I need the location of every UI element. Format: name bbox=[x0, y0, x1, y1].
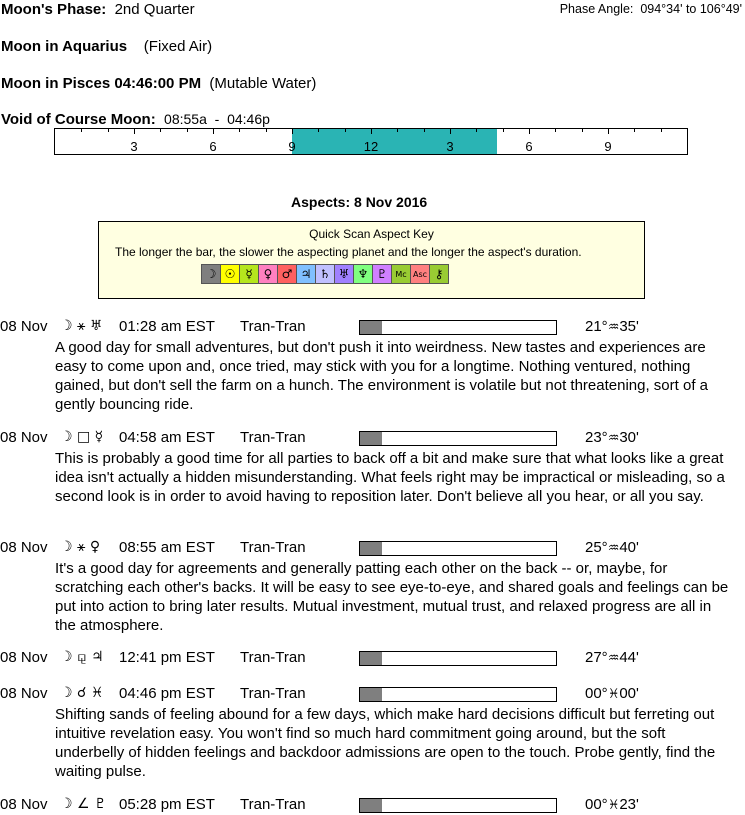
moon-phase-value: 2nd Quarter bbox=[114, 1, 195, 18]
aspect-position bbox=[585, 429, 639, 446]
aspect-position-minutes: 23' bbox=[619, 796, 639, 813]
aspect-type: Tran-Tran bbox=[240, 685, 306, 702]
aspect-glyphs: ☽ ⚹ ♅ bbox=[60, 318, 103, 334]
timeline-tick bbox=[371, 129, 372, 134]
aspect-position-degree: 00° bbox=[585, 685, 608, 702]
aspect-type: Tran-Tran bbox=[240, 649, 306, 666]
timeline-tick bbox=[397, 129, 398, 132]
timeline-tick bbox=[424, 129, 425, 132]
aspect-duration-fill bbox=[360, 652, 382, 665]
aspect-position bbox=[585, 649, 639, 666]
aspect-position-degree: 23° bbox=[585, 429, 608, 446]
timeline-tick bbox=[608, 129, 609, 134]
moon-swatch: ☽ bbox=[201, 264, 221, 284]
aspect-position bbox=[585, 539, 639, 556]
aspect-date: 08 Nov bbox=[0, 796, 48, 813]
aspect-position-minutes: 44' bbox=[619, 649, 639, 666]
planet-swatch-row bbox=[201, 264, 448, 284]
timeline-tick bbox=[529, 129, 530, 134]
aspect-row bbox=[0, 318, 745, 337]
timeline-tick bbox=[160, 129, 161, 132]
timeline-tick bbox=[187, 129, 188, 132]
timeline-tick bbox=[345, 129, 346, 132]
aspect-duration-bar bbox=[359, 798, 557, 813]
aspect-date: 08 Nov bbox=[0, 539, 48, 556]
moon-sign-row-1 bbox=[1, 38, 212, 55]
aspect-row bbox=[0, 539, 745, 558]
aspect-position-degree: 27° bbox=[585, 649, 608, 666]
aspect-duration-fill bbox=[360, 799, 382, 812]
timeline-tick bbox=[318, 129, 319, 132]
phase-angle bbox=[560, 2, 742, 16]
aspect-position-minutes: 00' bbox=[619, 685, 639, 702]
aspect-glyphs: ☽ ⚼ ♃ bbox=[60, 649, 104, 665]
ascendant-swatch: Asc bbox=[410, 264, 430, 284]
aspect-glyphs: ☽ ⚹ ♀ bbox=[60, 539, 101, 555]
aspect-date: 08 Nov bbox=[0, 429, 48, 446]
aspect-glyphs: ☽ ☌ ♓ bbox=[60, 685, 104, 701]
midheaven-swatch: Mc bbox=[391, 264, 411, 284]
aspect-type: Tran-Tran bbox=[240, 796, 306, 813]
aspect-duration-bar bbox=[359, 541, 557, 556]
timeline-tick-label: 9 bbox=[288, 139, 296, 154]
timeline-tick bbox=[239, 129, 240, 132]
aspect-key-title: Quick Scan Aspect Key bbox=[309, 227, 434, 241]
void-of-course-times: 08:55a - 04:46p bbox=[164, 111, 270, 127]
aspect-date: 08 Nov bbox=[0, 685, 48, 702]
moon-phase-row bbox=[1, 1, 195, 18]
aspect-description: A good day for small adventures, but don't push it into weirdness. New tastes and experiences are easy to come upon and, once tried, may stick with you for a longtime. Nothing ventured, nothing gained, but don't sell the farm on a hunch. The environment is volatile but not threatening, sort of a gently bouncing ride. bbox=[55, 339, 708, 413]
void-timeline-bar bbox=[54, 128, 688, 155]
aspect-description: It's a good day for agreements and generally patting each other on the back -- or, maybe, for scratching each other's backs. It will be easy to see eye-to-eye, and shared goals and feelings can be put into action to bring later results. Mutual investment, mutual trust, and relaxed progress are all in the atmosphere. bbox=[55, 560, 729, 634]
jupiter-swatch: ♃ bbox=[296, 264, 316, 284]
aspect-duration-fill bbox=[360, 688, 382, 701]
aspect-duration-bar bbox=[359, 651, 557, 666]
aspect-position-degree: 00° bbox=[585, 796, 608, 813]
timeline-tick bbox=[476, 129, 477, 132]
aspect-row bbox=[0, 649, 745, 668]
pluto-swatch: ♇ bbox=[372, 264, 392, 284]
aspect-position bbox=[585, 318, 639, 335]
moon-sign-row-2 bbox=[1, 75, 316, 92]
void-period-fill bbox=[292, 129, 497, 154]
timeline-tick bbox=[661, 129, 662, 132]
timeline-tick-label: 6 bbox=[525, 139, 533, 154]
aspect-glyphs: ☽ ∠ ♇ bbox=[60, 796, 107, 812]
timeline-tick-label: 3 bbox=[130, 139, 138, 154]
timeline-tick bbox=[634, 129, 635, 132]
aspect-position-sign-icon: ♓ bbox=[607, 798, 620, 813]
mercury-swatch: ☿ bbox=[239, 264, 259, 284]
aspect-date: 08 Nov bbox=[0, 318, 48, 335]
aspect-time: 08:55 am EST bbox=[119, 539, 215, 556]
aspect-position-minutes: 40' bbox=[619, 539, 639, 556]
aspect-position-sign-icon: ♒ bbox=[607, 431, 620, 446]
timeline-tick bbox=[81, 129, 82, 132]
aspect-duration-bar bbox=[359, 687, 557, 702]
aspect-position-degree: 25° bbox=[585, 539, 608, 556]
aspect-description: Shifting sands of feeling abound for a few days, which make hard decisions difficult but ferreting out intuitive revelation easy. You won't find so much hard commitment going around, but the soft underbelly of hidden feelings and backdoor admissions are open to the touch. Probe gently, find the waiting pulse. bbox=[55, 706, 716, 780]
void-of-course-row bbox=[1, 111, 270, 128]
moon-sign-2-label: Moon in Pisces 04:46:00 PM bbox=[1, 75, 202, 92]
aspect-time: 04:58 am EST bbox=[119, 429, 215, 446]
aspect-position bbox=[585, 796, 639, 813]
timeline-tick-label: 3 bbox=[446, 139, 454, 154]
moon-sign-1-label: Moon in Aquarius bbox=[1, 38, 128, 55]
timeline-tick-label: 6 bbox=[209, 139, 217, 154]
aspect-duration-fill bbox=[360, 542, 382, 555]
aspect-position-minutes: 35' bbox=[619, 318, 639, 335]
aspect-position-sign-icon: ♒ bbox=[607, 541, 620, 556]
moon-phase-label: Moon's Phase: bbox=[1, 1, 107, 18]
aspect-key-box bbox=[98, 221, 645, 299]
aspect-key-description: The longer the bar, the slower the aspecting planet and the longer the aspect's duration. bbox=[115, 245, 582, 259]
timeline-tick-label: 12 bbox=[363, 139, 379, 154]
timeline-tick bbox=[134, 129, 135, 134]
aspect-position bbox=[585, 685, 639, 702]
neptune-swatch: ♆ bbox=[353, 264, 373, 284]
void-of-course-label: Void of Course Moon: bbox=[1, 111, 156, 128]
mars-swatch: ♂ bbox=[277, 264, 297, 284]
aspect-time: 04:46 pm EST bbox=[119, 685, 215, 702]
phase-angle-label: Phase Angle: bbox=[559, 2, 634, 16]
aspect-date: 08 Nov bbox=[0, 649, 48, 666]
aspect-duration-fill bbox=[360, 321, 382, 334]
aspect-position-degree: 21° bbox=[585, 318, 608, 335]
aspect-type: Tran-Tran bbox=[240, 429, 306, 446]
timeline-tick bbox=[503, 129, 504, 132]
timeline-tick bbox=[292, 129, 293, 134]
aspect-type: Tran-Tran bbox=[240, 318, 306, 335]
aspect-row bbox=[0, 429, 745, 448]
aspect-position-sign-icon: ♓ bbox=[607, 687, 620, 702]
aspect-description: This is probably a good time for all parties to back off a bit and make sure that what looks like a great idea isn't actually a hidden misunderstanding. What feels right may be impractical or misleading, so a second look is in order to avoid having to reposition later. Don't believe all you hear, or all you say. bbox=[55, 450, 725, 505]
aspect-row bbox=[0, 796, 745, 815]
chiron-swatch: ⚷ bbox=[429, 264, 449, 284]
timeline-tick bbox=[213, 129, 214, 134]
venus-swatch: ♀ bbox=[258, 264, 278, 284]
aspect-position-minutes: 30' bbox=[619, 429, 639, 446]
saturn-swatch: ♄ bbox=[315, 264, 335, 284]
sun-swatch: ☉ bbox=[220, 264, 240, 284]
aspect-position-sign-icon: ♒ bbox=[607, 320, 620, 335]
aspect-time: 05:28 pm EST bbox=[119, 796, 215, 813]
timeline-tick-label: 9 bbox=[604, 139, 612, 154]
aspect-duration-fill bbox=[360, 432, 382, 445]
aspect-type: Tran-Tran bbox=[240, 539, 306, 556]
aspect-duration-bar bbox=[359, 320, 557, 335]
moon-sign-2-quality: (Mutable Water) bbox=[209, 75, 317, 92]
timeline-tick bbox=[450, 129, 451, 134]
timeline-tick bbox=[266, 129, 267, 132]
timeline-tick bbox=[555, 129, 556, 132]
aspect-row bbox=[0, 685, 745, 704]
moon-sign-1-quality: (Fixed Air) bbox=[143, 38, 213, 55]
aspect-time: 01:28 am EST bbox=[119, 318, 215, 335]
timeline-tick bbox=[582, 129, 583, 132]
aspect-time: 12:41 pm EST bbox=[119, 649, 215, 666]
phase-angle-value: 094°34' to 106°49' bbox=[640, 2, 742, 16]
aspect-position-sign-icon: ♒ bbox=[607, 651, 620, 666]
timeline-tick bbox=[108, 129, 109, 132]
aspect-duration-bar bbox=[359, 431, 557, 446]
aspects-title: Aspects: 8 Nov 2016 bbox=[291, 194, 428, 210]
aspect-glyphs: ☽ □ ☿ bbox=[60, 429, 104, 445]
uranus-swatch: ♅ bbox=[334, 264, 354, 284]
